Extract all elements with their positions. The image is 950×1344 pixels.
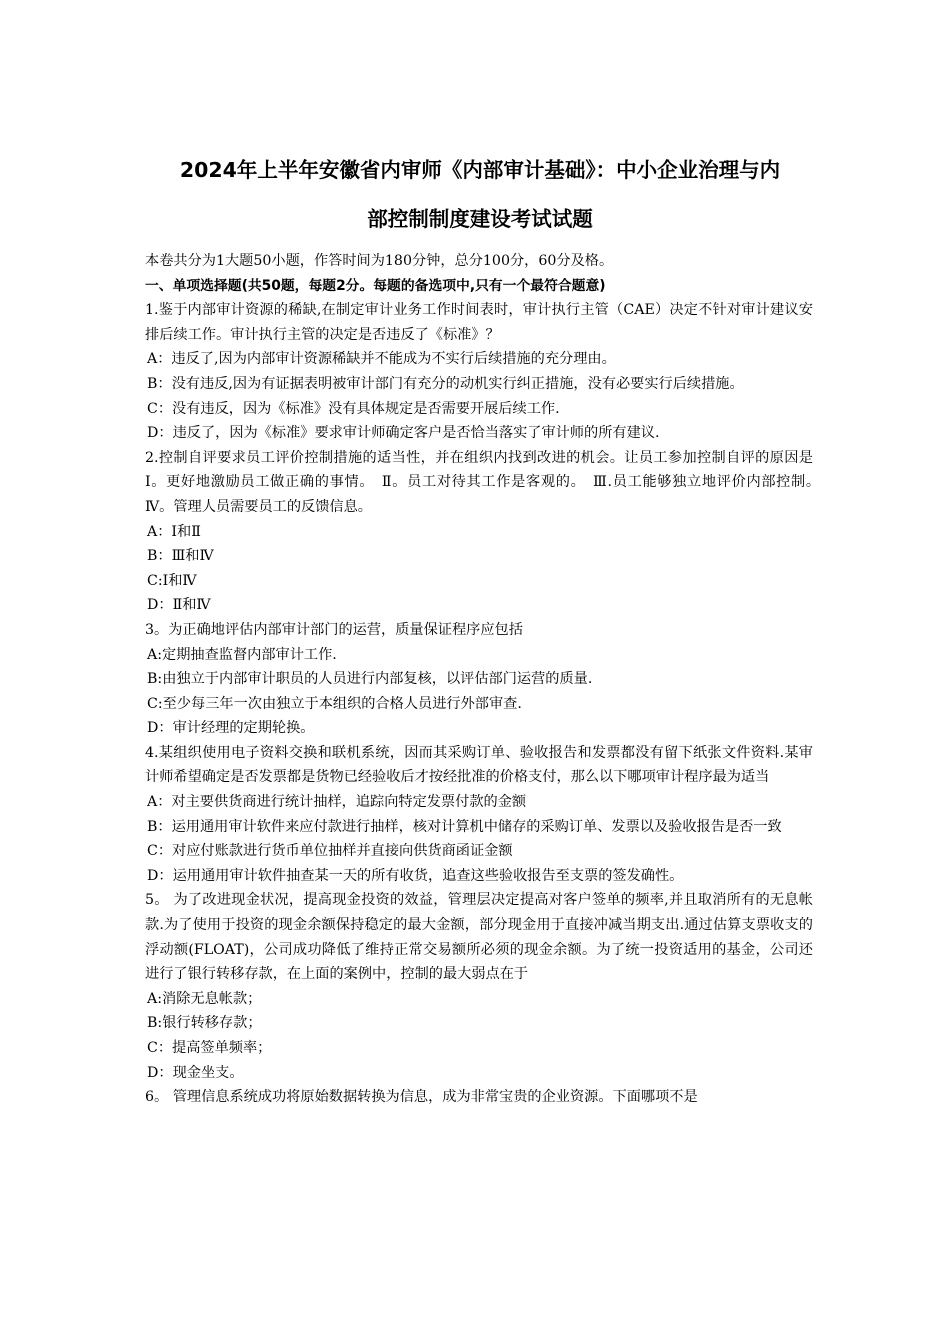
question-2-option-d: D：Ⅱ和Ⅳ [147,597,211,614]
question-1-option-b: B：没有违反,因为有证据表明被审计部门有充分的动机实行纠正措施，没有必要实行后续措施。 [147,375,744,392]
question-2-option-b: B：Ⅲ和Ⅳ [147,548,214,565]
question-3-stem: 3。为正确地评估内部审计部门的运营，质量保证程序应包括 [145,621,523,638]
question-5-option-d: D：现金坐支。 [147,1064,244,1081]
document-title-line-2: 部控制制度建设考试试题 [367,207,593,231]
question-3-option-a: A:定期抽查监督内部审计工作. [147,646,337,663]
document-title-line-1: 2024年上半年安徽省内审师《内部审计基础》：中小企业治理与内 [179,158,781,182]
question-5-option-b: B:银行转移存款； [147,1015,262,1032]
question-4-option-b: B：运用通用审计软件来应付款进行抽样，核对计算机中储存的采购订单、发票以及验收报告是否一致 [147,818,782,835]
question-5-option-c: C：提高签单频率； [147,1040,272,1056]
question-4-option-c: C：对应付账款进行货币单位抽样并直接向供货商函证金额 [147,843,513,860]
question-2-stem: 2.控制自评要求员工评价控制措施的适当性，并在组织内找到改进的机会。让员工参加控制自评的原因是 Ⅰ。更好地激励员工做正确的事情。 Ⅱ。员工对待其工作是客观的。 Ⅲ.员工能够独立地评价内部控制。 Ⅳ。管理人员需要员工的反馈信息。 [145,449,828,515]
exam-intro: 本卷共分为1大题50小题，作答时间为180分钟，总分100分，60分及格。 [145,253,614,269]
section-heading: 一、单项选择题(共50题，每题2分。每题的备选项中,只有一个最符合题意) [145,277,606,294]
question-1-option-c: C：没有违反，因为《标准》没有具体规定是否需要开展后续工作. [147,400,560,417]
question-2-option-a: A：Ⅰ和Ⅱ [147,523,201,540]
question-1-option-a: A：违反了,因为内部审计资源稀缺并不能成为不实行后续措施的充分理由。 [147,351,616,368]
question-5-option-a: A:消除无息帐款； [147,990,262,1007]
question-4-option-d: D：运用通用审计软件抽查某一天的所有收货，追查这些验收报告至支票的签发确性。 [147,867,684,884]
question-6-stem: 6。 管理信息系统成功将原始数据转换为信息，成为非常宝贵的企业资源。下面哪项不是 [145,1089,698,1106]
question-5-stem: 5。 为了改进现金状况，提高现金投资的效益，管理层决定提高对客户签单的频率,并且取消所有的无息帐款.为了使用于投资的现金余额保持稳定的最大金额，部分现金用于直接冲减当期支出.通过估算支票收支的浮动额(FLOAT)，公司成功降低了维持正常交易额所必须的现金余额。为了统一投资适用的基金，公司还进行了银行转移存款，在上面的案例中，控制的最大弱点在于 [145,892,813,983]
document-body [145,249,828,1110]
question-1-option-d: D：违反了，因为《标准》要求审计师确定客户是否恰当落实了审计师的所有建议. [147,425,660,442]
question-3-option-d: D：审计经理的定期轮换。 [147,720,315,737]
question-2-option-c: C:Ⅰ和Ⅳ [147,572,197,589]
question-3-option-b: B:由独立于内部审计职员的人员进行内部复核，以评估部门运营的质量. [147,671,593,688]
question-1-stem: 1.鉴于内部审计资源的稀缺,在制定审计业务工作时间表时，审计执行主管（CAE）决定不针对审计建议安排后续工作。审计执行主管的决定是否违反了《标准》？ [145,302,813,343]
question-4-option-a: A：对主要供货商进行统计抽样，追踪向特定发票付款的金额 [147,794,527,811]
question-4-stem: 4.某组织使用电子资料交换和联机系统，因而其采购订单、验收报告和发票都没有留下纸张文件资料.某审计师希望确定是否发票都是货物已经验收后才按经批准的价格支付，那么以下哪项审计程序最为适当 [145,744,813,786]
question-3-option-c: C:至少每三年一次由独立于本组织的合格人员进行外部审查. [147,695,522,712]
